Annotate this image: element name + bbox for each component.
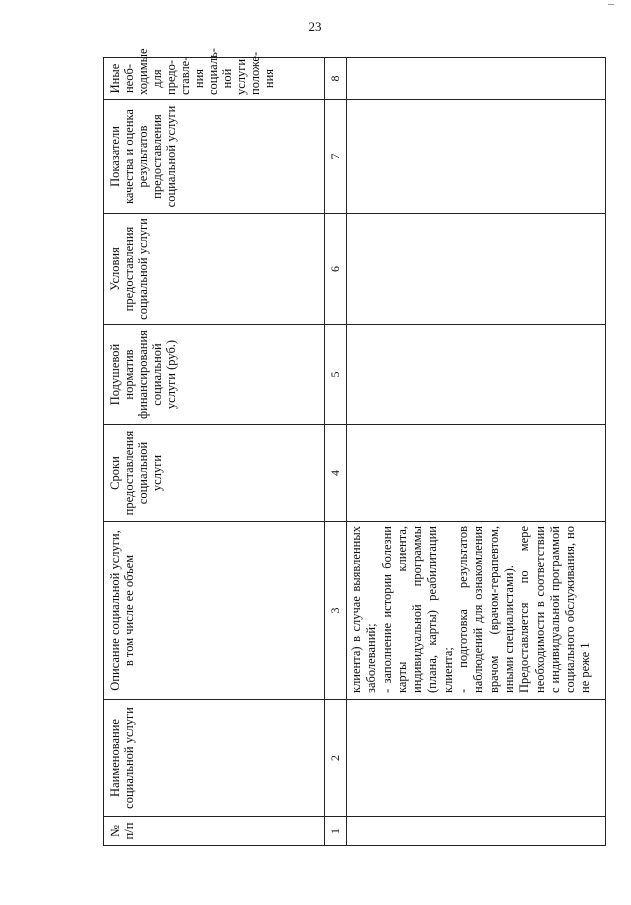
description-line: Предоставляется по мере необходимости в соответствии с индивидуальной программой социального обслуживания, но не реже 1: [517, 526, 593, 693]
cell-name: [347, 700, 606, 817]
header-cell-funding: Подушевой норматив финансирования социальной услуги (руб.): [104, 325, 325, 425]
column-number: 3: [325, 522, 347, 700]
cell-other: [347, 58, 606, 100]
column-number: 2: [325, 700, 347, 817]
description-line: - заполнение истории болезни карты клиента, индивидуальной программы (плана, карты) реабилитации клиента;: [379, 526, 455, 693]
header-cell-name: Наименование социальной услуги: [104, 700, 325, 817]
header-cell-terms: Сроки предоставления социальной услуги: [104, 425, 325, 522]
header-cell-conditions: Условия предоставления социальной услуги: [104, 214, 325, 325]
header-cell-number: № п/п: [104, 817, 325, 846]
cell-terms: [347, 425, 606, 522]
column-number: 5: [325, 325, 347, 425]
header-cell-quality: Показатели качества и оценка результатов предоставления социальной услуги: [104, 100, 325, 214]
header-cell-other: Иные необ- ходимые для предо- ставле- ния социаль- ной услуги положе- ния: [104, 58, 325, 100]
page-number: 23: [308, 19, 322, 34]
cell-conditions: [347, 214, 606, 325]
description-line: - подготовка результатов наблюдений для ознакомления врачом (врачом-терапевтом, иными специалистами).: [456, 526, 516, 693]
column-number: 7: [325, 100, 347, 214]
services-table-frame: [103, 48, 600, 846]
description-line: клиента) в случае выявленных заболеваний;: [349, 526, 379, 693]
cell-description: [347, 522, 606, 700]
column-number: 1: [325, 817, 347, 846]
header-row: [104, 58, 325, 846]
rotated-table-container: [103, 48, 600, 846]
column-number: 4: [325, 425, 347, 522]
services-table: [103, 48, 606, 846]
cell-quality: [347, 100, 606, 214]
column-number: 6: [325, 214, 347, 325]
column-number: 8: [325, 58, 347, 100]
table-row: [347, 58, 606, 846]
cell-number: [347, 817, 606, 846]
header-cell-description: Описание социальной услуги, в том числе ее объем: [104, 522, 325, 700]
scan-mark: [608, 4, 614, 5]
cell-funding: [347, 325, 606, 425]
column-number-row: [325, 58, 347, 846]
